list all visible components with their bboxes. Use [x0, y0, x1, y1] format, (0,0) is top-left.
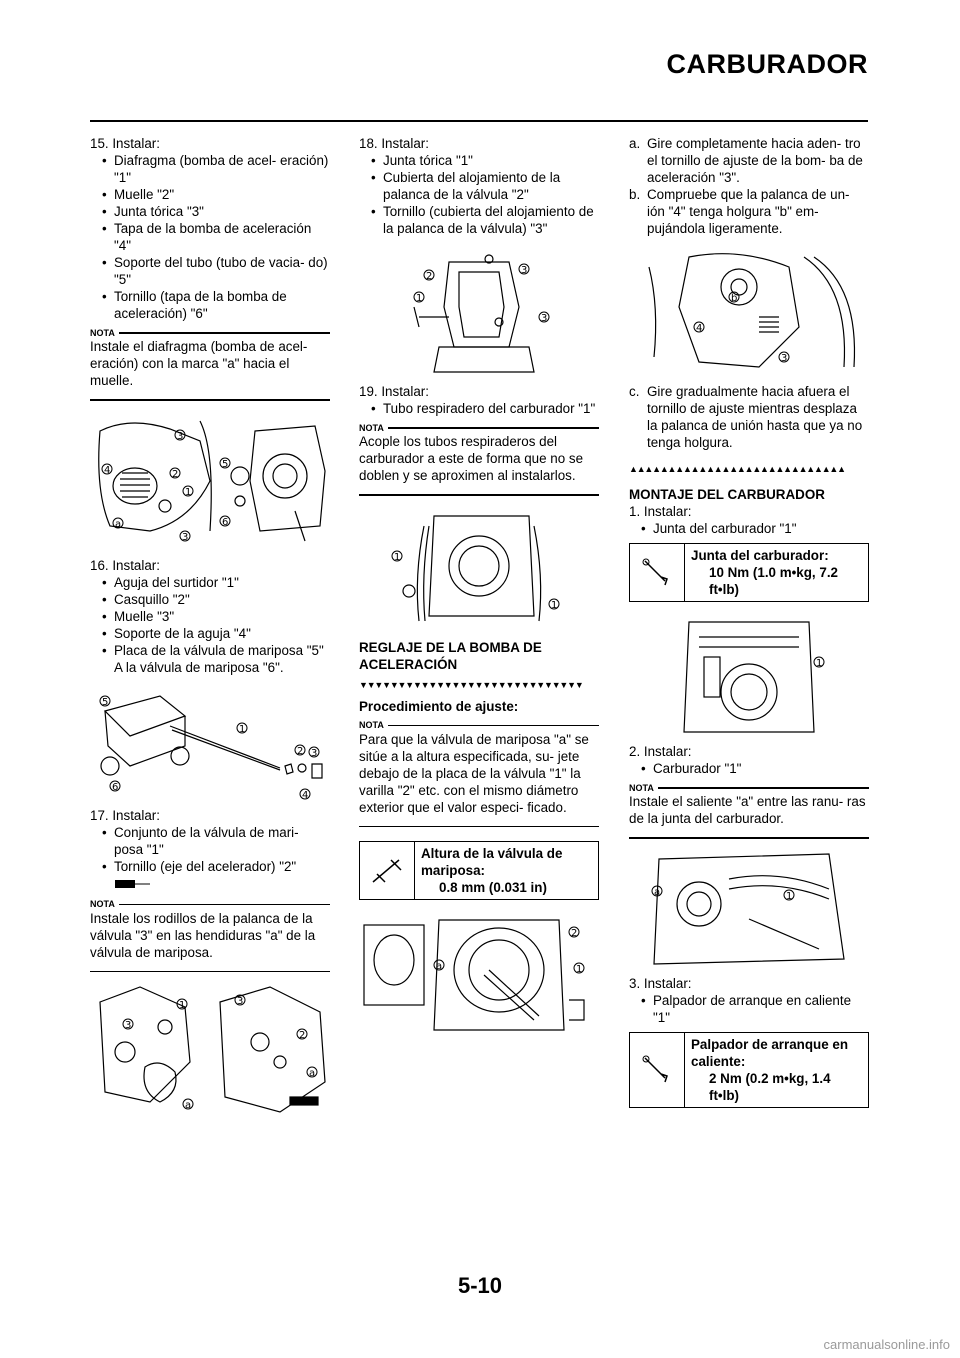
svg-text:1: 1 [576, 964, 583, 975]
spec-box [359, 841, 599, 900]
section-end-marks: ▲▲▲▲▲▲▲▲▲▲▲▲▲▲▲▲▲▲▲▲▲▲▲▲▲▲▲▲ [629, 464, 845, 474]
page-title: CARBURADOR [666, 49, 868, 79]
step-heading: 15. Instalar: [90, 136, 160, 151]
step-heading: 18. Instalar: [359, 136, 429, 151]
svg-text:2: 2 [172, 468, 179, 480]
diagram-throttle-valve-assembly [90, 982, 330, 1117]
item-text: Compruebe que la palanca de un- ión "4" tenga holgura "b" em- pujándola ligeramente. [647, 187, 850, 236]
note-block [359, 721, 599, 828]
torque-wrench-icon [639, 555, 675, 591]
step-16 [90, 557, 330, 676]
diagram-accelerator-pump [90, 411, 330, 551]
diagram-pump-adjust-screw [629, 247, 869, 377]
special-tool-icon [114, 878, 154, 890]
step-heading: 3. Instalar: [629, 975, 692, 991]
torque-wrench-icon [639, 1052, 675, 1088]
list-item: • Aguja del surtidor "1" [90, 574, 330, 591]
list-item: • Muelle "3" [90, 608, 330, 625]
svg-text:6: 6 [112, 781, 119, 793]
list-item: • Junta del carburador "1" [629, 520, 869, 537]
note-label: NOTA [629, 782, 654, 793]
assembly-step-3 [629, 975, 869, 1108]
list-item [629, 383, 869, 451]
item-key: a. [629, 136, 641, 151]
spec-box [629, 1032, 869, 1108]
assembly-step-2 [629, 743, 869, 839]
svg-text:4: 4 [302, 789, 309, 801]
svg-text:1: 1 [179, 1000, 186, 1011]
caliper-gauge-icon [369, 856, 405, 886]
item-key: b. [629, 187, 641, 202]
svg-text:a: a [185, 1100, 192, 1111]
step-15-list [90, 152, 330, 322]
note-text: Instale los rodillos de la palanca de la válvula "3" en las hendiduras "a" de la válvula de mariposa. [90, 910, 316, 960]
list-item: • Tornillo (tapa de la bomba de aceleración) "6" [90, 288, 330, 322]
svg-text:b: b [731, 293, 738, 304]
svg-text:2: 2 [571, 928, 578, 939]
item-key: c. [629, 384, 640, 399]
tool-icon [90, 877, 330, 894]
column-2 [359, 135, 599, 1046]
diagram-throttle-valve-needle [90, 686, 330, 801]
list-item: • Diafragma (bomba de acel- eración) "1" [90, 152, 330, 186]
step-heading: 1. Instalar: [629, 504, 692, 519]
step-19 [359, 383, 599, 496]
svg-text:3: 3 [182, 531, 189, 543]
list-item: • Tornillo (eje del acelerador) "2" [90, 858, 330, 875]
spec-value: 10 Nm (1.0 m•kg, 7.2 ft•lb) [709, 565, 838, 597]
svg-text:2: 2 [299, 1030, 306, 1041]
svg-text:1: 1 [786, 890, 793, 902]
note-label: NOTA [359, 720, 384, 730]
list-item [629, 135, 869, 186]
list-item: • Placa de la válvula de mariposa "5" A la válvula de mariposa "6". [90, 642, 330, 676]
column-3 [629, 135, 869, 1114]
list-item: • Junta tórica "1" [359, 152, 599, 169]
step-heading: 19. Instalar: [359, 384, 429, 399]
diagram-lever-cover [359, 247, 599, 377]
svg-text:1: 1 [551, 599, 558, 611]
step-heading: 17. Instalar: [90, 807, 160, 823]
step-heading: 16. Instalar: [90, 557, 160, 573]
note-text: Para que la válvula de mariposa "a" se sitúe a la altura especificada, su- jete debajo de la placa de la válvula "1" la varilla "2" etc. con el mismo diámetro exterior que el valor especi- ficado. [359, 731, 589, 815]
svg-text:3: 3 [311, 747, 318, 759]
list-item: • Palpador de arranque en caliente "1" [629, 992, 869, 1026]
svg-text:5: 5 [102, 696, 109, 708]
svg-text:3: 3 [237, 996, 244, 1007]
list-item: • Tapa de la bomba de aceleración "4" [90, 220, 330, 254]
svg-text:1: 1 [416, 293, 423, 304]
assembly-step-1 [629, 503, 869, 602]
svg-text:1: 1 [185, 486, 192, 498]
svg-text:a: a [654, 886, 661, 898]
note-label: NOTA [90, 899, 115, 909]
svg-text:1: 1 [816, 658, 823, 669]
svg-text:3: 3 [781, 353, 788, 364]
note-label: NOTA [90, 327, 115, 338]
header-rule [90, 120, 868, 122]
note-text: Instale el saliente "a" entre las ranu- ras de la junta del carburador. [629, 794, 866, 826]
svg-text:3: 3 [541, 313, 548, 324]
diagram-breather-hoses [359, 506, 599, 631]
watermark: carmanualsonline.info [823, 1337, 950, 1352]
list-item: • Tornillo (cubierta del alojamiento de la palanca de la válvula) "3" [359, 203, 599, 237]
spec-label: Junta del carburador: [691, 548, 829, 563]
svg-text:1: 1 [394, 551, 401, 563]
note-block [90, 900, 330, 973]
list-item: • Casquillo "2" [90, 591, 330, 608]
spec-label: Altura de la válvula de mariposa: [421, 846, 563, 878]
note-text: Instale el diafragma (bomba de acel- eración) con la marca "a" hacia el muelle. [90, 339, 308, 388]
item-text: Gire completamente hacia aden- tro el tornillo de ajuste de la bom- ba de aceleración "3". [647, 136, 863, 185]
note-text: Acople los tubos respiraderos del carburador a este de forma que no se doblen y se aproximen al instalarlos. [359, 434, 584, 483]
svg-text:6: 6 [222, 516, 229, 528]
list-item: • Cubierta del alojamiento de la palanca de la válvula "2" [359, 169, 599, 203]
step-18 [359, 135, 599, 237]
list-item [629, 186, 869, 237]
note-block [629, 783, 869, 839]
svg-text:3: 3 [177, 430, 184, 442]
svg-text:1: 1 [239, 723, 246, 735]
adjust-steps [629, 135, 869, 237]
diagram-carburetor-install [629, 849, 869, 969]
section-title: REGLAJE DE LA BOMBA DE ACELERACIÓN [359, 639, 542, 672]
procedure-heading: Procedimiento de ajuste: [359, 698, 519, 714]
list-item: • Conjunto de la válvula de mari- posa "1" [90, 824, 330, 858]
spec-value: 0.8 mm (0.031 in) [439, 880, 547, 895]
svg-text:5: 5 [222, 458, 229, 470]
list-item: • Soporte del tubo (tubo de vacia- do) "5" [90, 254, 330, 288]
column-1 [90, 135, 330, 1123]
svg-text:4: 4 [104, 464, 111, 476]
note-label: NOTA [359, 422, 384, 433]
section-title: MONTAJE DEL CARBURADOR [629, 487, 825, 502]
note-block [90, 328, 330, 401]
list-item: • Soporte de la aguja "4" [90, 625, 330, 642]
list-item: • Tubo respiradero del carburador "1" [359, 400, 599, 417]
svg-text:3: 3 [125, 1020, 132, 1031]
svg-text:a: a [309, 1068, 316, 1079]
list-item: • Muelle "2" [90, 186, 330, 203]
step-15 [90, 135, 330, 401]
svg-text:a: a [115, 518, 122, 530]
svg-text:2: 2 [297, 745, 304, 757]
svg-text:2: 2 [426, 271, 433, 282]
svg-text:3: 3 [521, 265, 528, 276]
svg-text:4: 4 [696, 323, 703, 334]
spec-value: 2 Nm (0.2 m•kg, 1.4 ft•lb) [709, 1070, 831, 1103]
diagram-carburetor-joint [629, 612, 869, 737]
list-item: • Carburador "1" [629, 760, 869, 777]
item-text: Gire gradualmente hacia afuera el tornillo de ajuste mientras desplaza la palanca de unión hasta que ya no tenga holgura. [647, 384, 863, 450]
list-item: • Junta tórica "3" [90, 203, 330, 220]
step-17 [90, 807, 330, 973]
page-number: 5-10 [457, 1273, 503, 1298]
spec-label: Palpador de arranque en caliente: [691, 1036, 849, 1069]
diagram-valve-height [359, 910, 599, 1040]
svg-text:a: a [436, 961, 443, 972]
step-heading: 2. Instalar: [629, 744, 692, 759]
section-start-marks: ▼▼▼▼▼▼▼▼▼▼▼▼▼▼▼▼▼▼▼▼▼▼▼▼▼▼▼▼▼ [359, 679, 583, 690]
note-block [359, 423, 599, 496]
spec-box [629, 543, 869, 602]
